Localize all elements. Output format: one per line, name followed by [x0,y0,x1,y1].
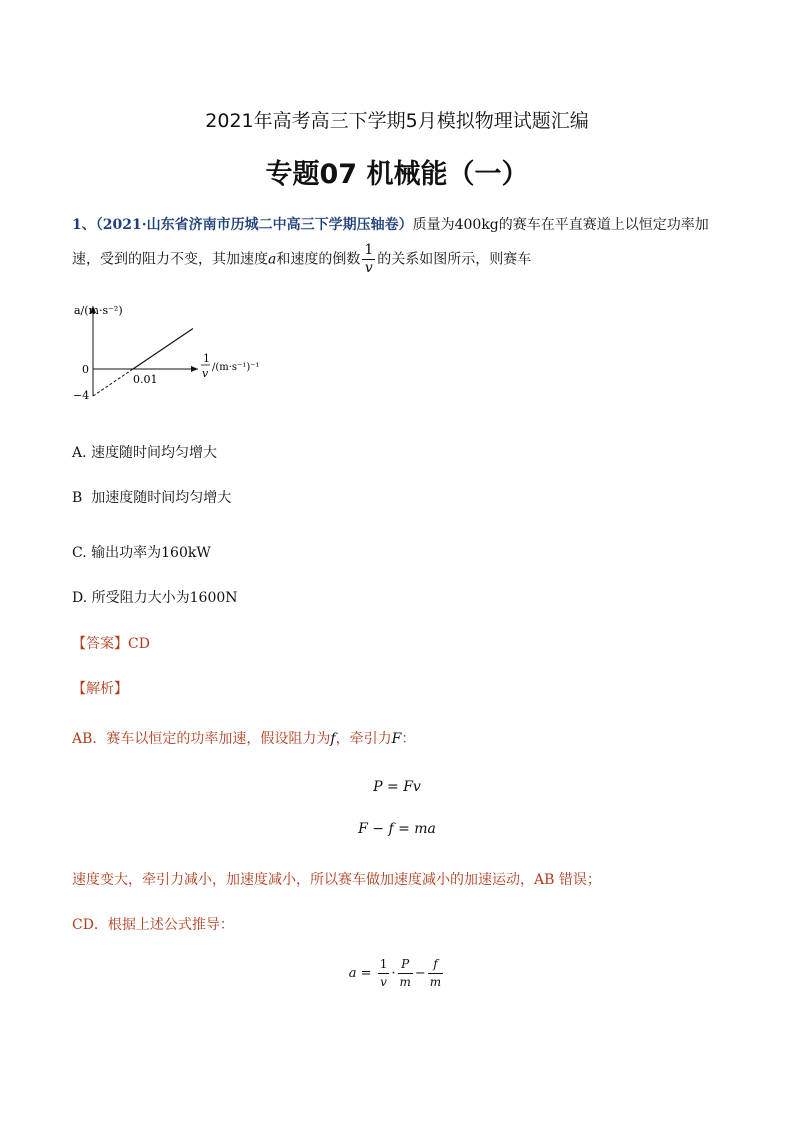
x-axis-label-denominator: v [202,367,209,380]
question-text-2c: 的关系如图所示，则赛车 [377,251,532,268]
option-c-label: C. [72,545,87,561]
question-text-1: 质量为400kg的赛车在平直赛道上以恒定功率加 [412,217,709,233]
option-a-label: A. [72,445,87,461]
question-text-2b: 和速度的倒数 [276,251,361,268]
option-d-label: D. [72,590,88,606]
x-tick-label: 0.01 [133,373,158,386]
answer-value: CD [128,636,150,652]
option-c[interactable] [72,542,211,562]
analysis-label: 【解析】 [72,681,128,697]
page-title: 专题07 机械能（一） [265,159,529,190]
solution-cd-intro: CD．根据上述公式推导： [72,917,234,933]
fraction-P-over-m: $\frac{P}{m}$ [399,957,411,989]
option-a[interactable] [72,442,217,462]
var-F: F [391,731,402,747]
answer-line [72,633,150,653]
option-d[interactable] [72,587,238,607]
origin-label: 0 [82,363,89,376]
formula-power: P = Fv [373,779,421,795]
question-line-2 [72,242,531,277]
answer-label: 【答案】 [72,636,128,652]
option-d-text: 所受阻力大小为1600N [91,590,238,606]
y-tick-label: −4 [73,389,90,402]
fraction-1-over-v: $\frac{1}{v}$ [364,242,374,276]
option-c-text: 输出功率为160kW [91,545,211,561]
question-text-2a: 速，受到的阻力不变，其加速度 [72,251,268,268]
formula-acceleration: a = $\frac{1}{v}$ · $\frac{P}{m}$ − $\frac{f}{m}$ [348,957,442,989]
option-a-text: 速度随时间均匀增大 [91,445,218,461]
option-b-label: B [72,490,83,506]
option-b[interactable] [72,487,231,507]
formula-newton: F − f = ma [358,821,436,837]
fraction-1-over-v-2: $\frac{1}{v}$ [379,957,388,989]
y-axis-label: a/(m·s⁻²) [74,304,123,317]
var-a: a [268,251,277,268]
data-line [133,329,193,370]
solution-ab-line: AB．赛车以恒定的功率加速，假设阻力为f，牵引力F： [72,731,416,747]
x-axis-label-unit: /(m·s⁻¹)⁻¹ [212,362,260,373]
dashed-extrapolation-line [93,369,133,396]
option-b-text: 加速度随时间均匀增大 [91,490,232,506]
a-vs-inverse-v-chart [60,296,280,416]
page-subtitle: 2021年高考高三下学期5月模拟物理试题汇编 [205,110,589,132]
solution-ab-conclusion: 速度变大，牵引力减小，加速度减小，所以赛车做加速度减小的加速运动，AB 错误； [72,872,601,888]
question-source: （2021·山东省济南市历城二中高三下学期压轴卷） [95,217,413,233]
question-number: 1、 [72,217,96,233]
fraction-f-over-m: $\frac{f}{m}$ [429,957,442,989]
question-line-1 [72,214,709,234]
var-f: f [330,731,336,747]
x-axis-label-numerator: 1 [203,352,210,365]
